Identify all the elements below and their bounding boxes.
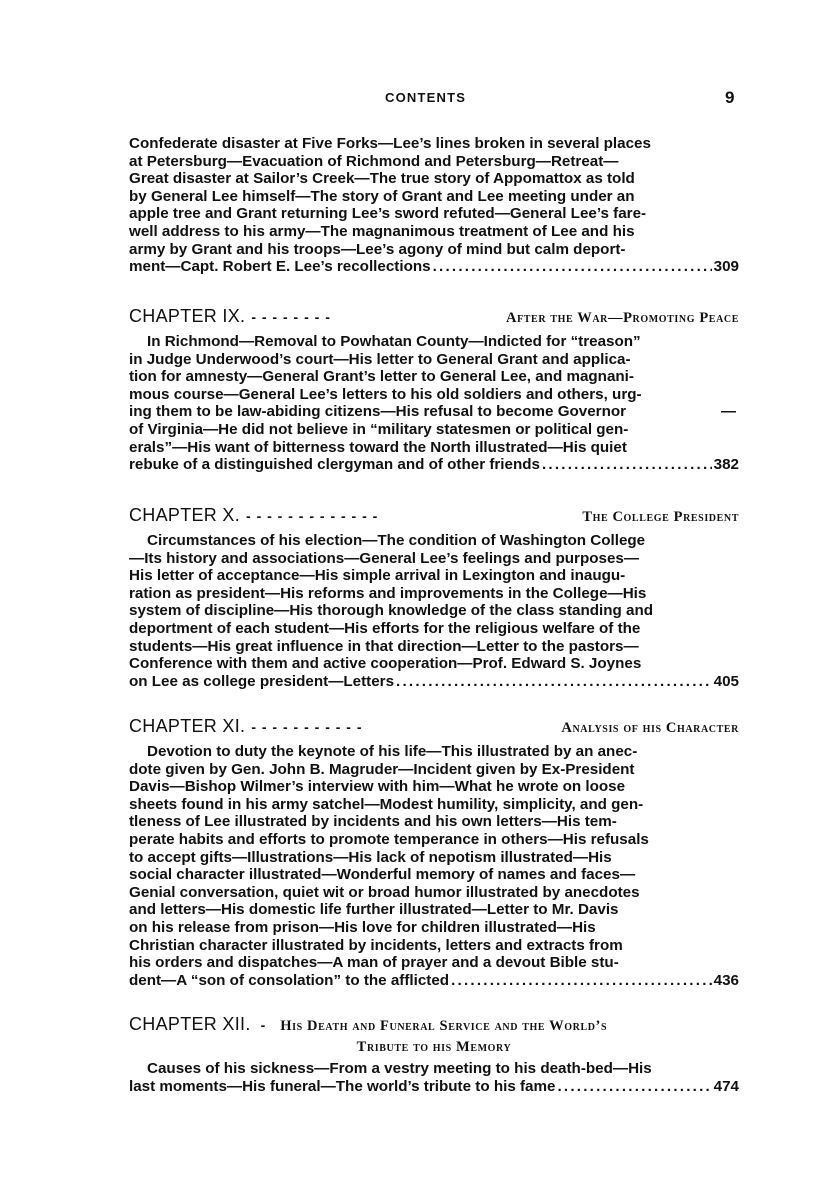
entry-line: Circumstances of his election—The condition of Washington College (147, 532, 646, 549)
entry-last-line (129, 673, 739, 691)
entry-line: on his release from prison—His love for children illustrated—His (129, 918, 596, 936)
entry-line: of Virginia—He did not believe in “military statesmen or political gen- (129, 420, 629, 438)
chapter-number: CHAPTER X. (129, 505, 241, 525)
continuation-entry (129, 135, 739, 276)
entry-line-text: rebuke of a distinguished clergyman and of other friends (129, 456, 540, 474)
entry-line-text: last moments—His funeral—The world’s tribute to his fame (129, 1077, 556, 1095)
entry-line: ration as president—His reforms and improvements in the College—His (129, 584, 647, 602)
entry-line: Conference with them and active cooperation—Prof. Edward S. Joynes (129, 655, 642, 673)
chapter-number: CHAPTER XII. (129, 1014, 251, 1034)
chapter-title: His Death and Funeral Service and the World’s (280, 1018, 608, 1034)
entry-line: Devotion to duty the keynote of his life—This illustrated by an anec- (147, 743, 638, 760)
entry-line: well address to his army—The magnanimous treatment of Lee and his (129, 222, 635, 240)
chapter-heading (129, 1014, 739, 1035)
chapter-dash-leader: - (260, 1017, 267, 1033)
dot-leader (542, 456, 712, 474)
chapter-entry-xi (129, 716, 739, 989)
entry-last-line (129, 972, 739, 990)
entry-line: ing them to be law-abiding citizens—His refusal to become Governor (129, 403, 627, 421)
entry-line: at Petersburg—Evacuation of Richmond and Petersburg—Retreat— (129, 152, 619, 170)
entry-line: His letter of acceptance—His simple arrival in Lexington and inaugu- (129, 567, 626, 585)
entry-line: apple tree and Grant returning Lee’s sword refuted—General Lee’s fare- (129, 205, 647, 223)
dot-leader (451, 972, 712, 990)
dot-leader (557, 1078, 711, 1096)
entry-line: Christian character illustrated by incidents, letters and extracts from (129, 936, 623, 954)
chapter-number: CHAPTER XI. (129, 716, 246, 736)
entry-line: sheets found in his army satchel—Modest humility, simplicity, and gen- (129, 795, 644, 813)
chapter-title: After the War—Promoting Peace (506, 310, 739, 326)
entry-line: system of discipline—His thorough knowledge of the class standing and (129, 602, 654, 620)
page-number: 9 (725, 88, 735, 107)
chapter-dash-leader: - - - - - - - - (251, 309, 331, 325)
entry-line: Genial conversation, quiet wit or broad humor illustrated by anecdotes (129, 883, 640, 901)
entry-last-line (129, 258, 739, 276)
entry-line: erals”—His want of bitterness toward the North illustrated—His quiet (129, 438, 627, 456)
entry-line-text: ment—Capt. Robert E. Lee’s recollections (129, 258, 431, 276)
entry-last-line (129, 1078, 739, 1096)
entry-line: Confederate disaster at Five Forks—Lee’s lines broken in several places (129, 135, 651, 152)
entry-line: deportment of each student—His efforts for the religious welfare of the (129, 619, 641, 637)
entry-line: in Judge Underwood’s court—His letter to General Grant and applica- (129, 350, 631, 368)
dot-leader (396, 673, 712, 691)
entry-page-number: 382 (713, 456, 739, 474)
entry-line: students—His great influence in that direction—Letter to the pastors— (129, 637, 639, 655)
chapter-dash-leader: - - - - - - - - - - - (251, 719, 363, 735)
entry-line: to accept gifts—Illustrations—His lack of nepotism illustrated—His (129, 848, 612, 866)
chapter-title-continued: Tribute to his Memory (356, 1039, 512, 1055)
entry-line: In Richmond—Removal to Powhatan County—Indicted for “treason” (147, 333, 641, 350)
chapter-entry-ix (129, 306, 739, 474)
entry-page-number: 309 (713, 258, 739, 276)
chapter-heading (129, 306, 739, 327)
entry-line: Causes of his sickness—From a vestry meeting to his death-bed—His (147, 1060, 652, 1077)
entry-line: his orders and dispatches—A man of prayer and a devout Bible stu- (129, 954, 619, 972)
margin-mark: — (721, 403, 736, 420)
entry-line: Great disaster at Sailor’s Creek—The true story of Appomattox as told (129, 170, 635, 188)
entry-line: by General Lee himself—The story of Grant and Lee meeting under an (129, 187, 635, 205)
entry-line: perate habits and efforts to promote temperance in others—His refusals (129, 830, 649, 848)
chapter-heading (129, 716, 739, 737)
entry-line: dote given by Gen. John B. Magruder—Incident given by Ex-President (129, 760, 635, 778)
chapter-entry-x (129, 505, 739, 690)
entry-page-number: 436 (713, 971, 739, 989)
chapter-heading (129, 505, 739, 526)
entry-line: army by Grant and his troops—Lee’s agony of mind but calm deport- (129, 240, 626, 258)
entry-page-number: 405 (713, 672, 739, 690)
entry-line: —Its history and associations—General Lee’s feelings and purposes— (129, 549, 640, 567)
entry-line: tleness of Lee illustrated by incidents and his own letters—His tem- (129, 813, 617, 831)
chapter-number: CHAPTER IX. (129, 306, 246, 326)
dot-leader (433, 258, 712, 276)
running-head (0, 88, 840, 112)
entry-page-number: 474 (713, 1077, 739, 1095)
chapter-title: Analysis of his Character (561, 720, 739, 736)
entry-line-text: dent—A “son of consolation” to the afflicted (129, 971, 450, 989)
entry-line: and letters—His domestic life further illustrated—Letter to Mr. Davis (129, 901, 619, 919)
entry-line: mous course—General Lee’s letters to his old soldiers and others, urg- (129, 385, 642, 403)
entry-line: Davis—Bishop Wilmer’s interview with him—What he wrote on loose (129, 778, 626, 796)
running-head-title: CONTENTS (385, 90, 467, 105)
entry-line: tion for amnesty—General Grant’s letter to General Lee, and magnani- (129, 368, 634, 386)
entry-line: social character illustrated—Wonderful memory of names and faces— (129, 866, 636, 884)
chapter-dash-leader: - - - - - - - - - - - - - (246, 508, 379, 524)
entry-last-line (129, 456, 739, 474)
chapter-entry-xii (129, 1014, 739, 1095)
entry-line-text: on Lee as college president—Letters (129, 672, 395, 690)
chapter-title: The College President (582, 509, 739, 525)
